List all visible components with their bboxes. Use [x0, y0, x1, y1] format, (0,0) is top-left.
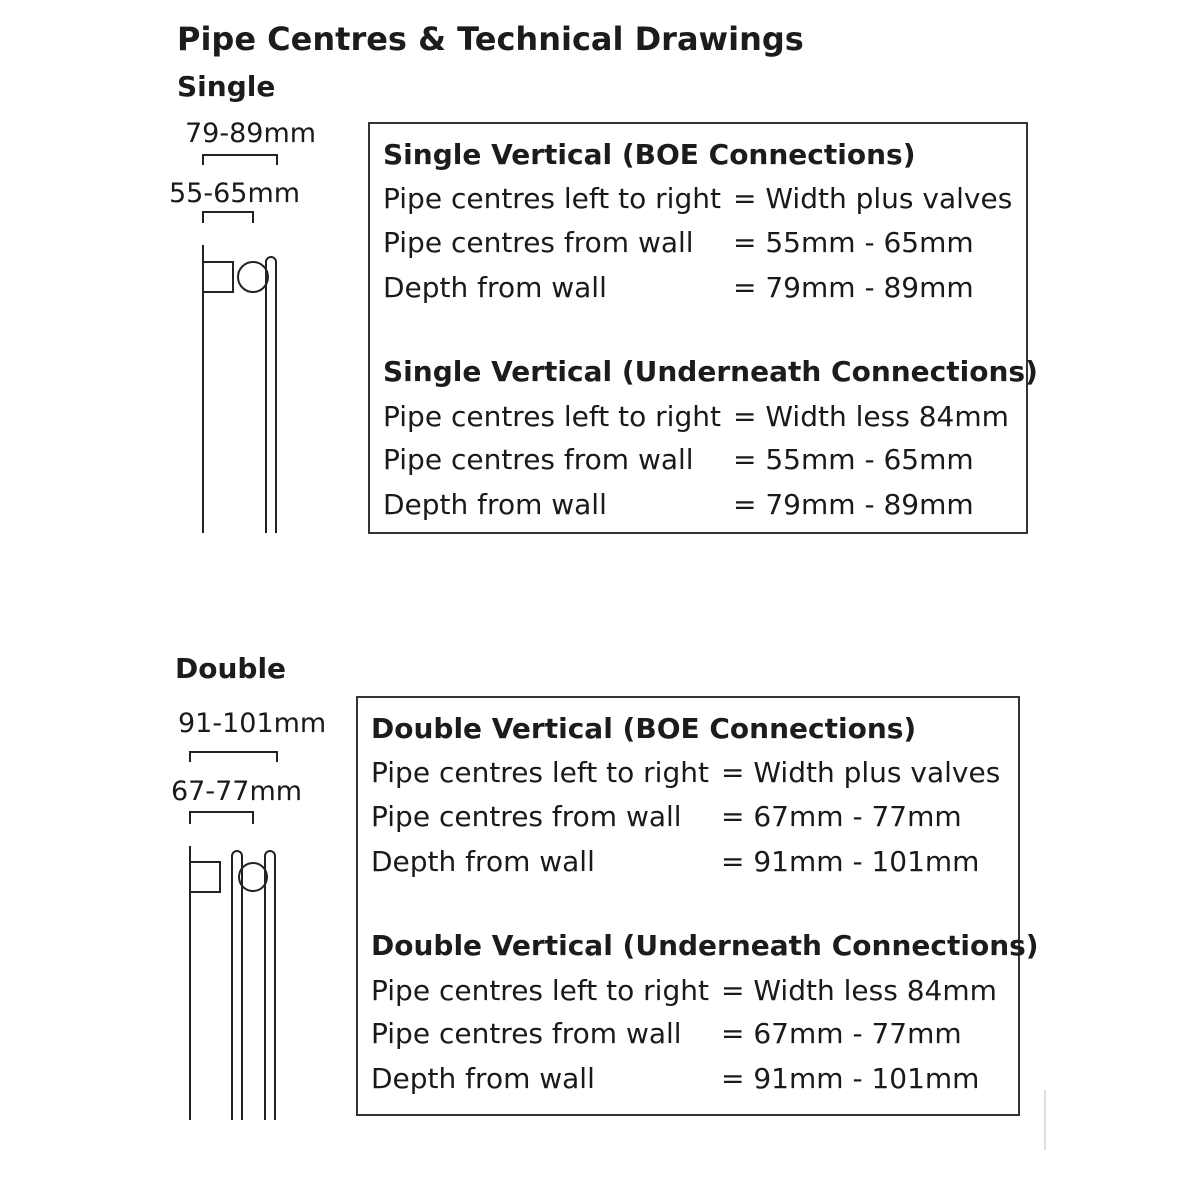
row-value: = Width plus valves	[733, 182, 1013, 215]
single-depth-dimension-label: 79-89mm	[185, 118, 317, 149]
row-label: Depth from wall	[371, 1062, 595, 1095]
double-radiator-side-view	[190, 752, 277, 1120]
row-value: = 91mm - 101mm	[721, 845, 980, 878]
row-value: = Width less 84mm	[733, 400, 1009, 433]
row-value: = 67mm - 77mm	[721, 1017, 962, 1050]
row-label: Pipe centres from wall	[383, 226, 694, 259]
single-spec-box	[368, 122, 1038, 534]
single-pipe-centre-dimension-label: 55-65mm	[169, 178, 301, 209]
row-value: = 55mm - 65mm	[733, 443, 974, 476]
row-label: Pipe centres from wall	[371, 800, 682, 833]
row-label: Pipe centres left to right	[371, 974, 709, 1007]
row-label: Pipe centres left to right	[383, 400, 721, 433]
single-section-label: Single	[177, 70, 276, 103]
single-depth-bracket	[203, 155, 277, 165]
single-wall-bracket	[203, 262, 233, 292]
row-value: = 91mm - 101mm	[721, 1062, 980, 1095]
single-pipe-circle	[238, 262, 268, 292]
double-pipe-centre-dimension-label: 67-77mm	[171, 776, 303, 807]
row-value: = Width less 84mm	[721, 974, 997, 1007]
double-pipe-circle	[239, 863, 267, 891]
row-label: Pipe centres left to right	[371, 756, 709, 789]
row-label: Depth from wall	[371, 845, 595, 878]
double-underneath-heading: Double Vertical (Underneath Connections)	[371, 929, 1039, 962]
row-label: Pipe centres from wall	[371, 1017, 682, 1050]
row-value: = 55mm - 65mm	[733, 226, 974, 259]
double-depth-dimension-label: 91-101mm	[178, 708, 327, 739]
double-pipe-centre-bracket	[190, 812, 253, 824]
row-value: = 79mm - 89mm	[733, 488, 974, 521]
row-value: = Width plus valves	[721, 756, 1001, 789]
double-panel-rear	[265, 851, 275, 1120]
row-label: Depth from wall	[383, 488, 607, 521]
double-depth-bracket	[190, 752, 277, 762]
double-boe-heading: Double Vertical (BOE Connections)	[371, 712, 917, 745]
row-label: Pipe centres from wall	[383, 443, 694, 476]
row-label: Pipe centres left to right	[383, 182, 721, 215]
row-label: Depth from wall	[383, 271, 607, 304]
single-radiator-side-view	[203, 155, 277, 533]
double-wall-bracket	[190, 862, 220, 892]
double-panel-front	[232, 851, 242, 1120]
row-value: = 79mm - 89mm	[733, 271, 974, 304]
page-title: Pipe Centres & Technical Drawings	[177, 20, 804, 58]
double-spec-box	[356, 696, 1039, 1116]
double-section-label: Double	[175, 652, 287, 685]
row-value: = 67mm - 77mm	[721, 800, 962, 833]
single-underneath-heading: Single Vertical (Underneath Connections)	[383, 355, 1038, 388]
single-panel	[266, 257, 276, 533]
single-pipe-centre-bracket	[203, 212, 253, 223]
single-boe-heading: Single Vertical (BOE Connections)	[383, 138, 916, 171]
